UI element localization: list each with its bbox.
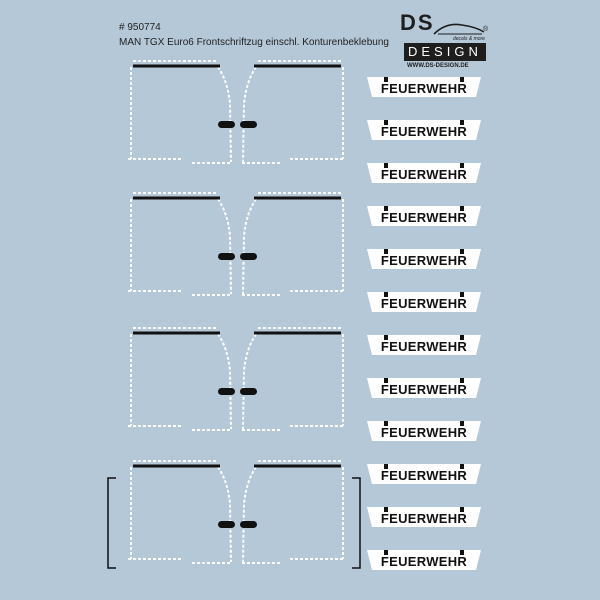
feuerwehr-decal — [364, 247, 484, 271]
contour-line — [218, 334, 231, 429]
decal-text: FEUERWEHR — [380, 339, 468, 354]
contour-set — [128, 193, 345, 295]
center-pill — [218, 121, 235, 128]
crop-bracket-right — [352, 478, 360, 568]
feuerwehr-decal — [364, 204, 484, 228]
center-pill — [240, 521, 257, 528]
logo-wordmark: DESIGN — [404, 43, 486, 61]
decal-text: FEUERWEHR — [380, 554, 468, 569]
feuerwehr-decal — [364, 548, 484, 572]
decal-text: FEUERWEHR — [380, 425, 468, 440]
decal-text: FEUERWEHR — [380, 511, 468, 526]
contour-line — [243, 467, 256, 562]
logo-url: WWW.DS-DESIGN.DE — [407, 63, 469, 69]
feuerwehr-decal — [364, 75, 484, 99]
center-pill — [240, 121, 257, 128]
feuerwehr-decal — [364, 462, 484, 486]
center-pill — [218, 253, 235, 260]
decal-text: FEUERWEHR — [380, 167, 468, 182]
decal-text: FEUERWEHR — [380, 296, 468, 311]
center-pill — [218, 388, 235, 395]
feuerwehr-decal — [364, 419, 484, 443]
decal-text: FEUERWEHR — [380, 210, 468, 225]
crop-bracket-left — [108, 478, 116, 568]
logo-tagline: decals & more — [453, 36, 485, 42]
center-pill — [240, 253, 257, 260]
contour-set — [128, 461, 345, 563]
decal-text: FEUERWEHR — [380, 124, 468, 139]
decal-text: FEUERWEHR — [380, 81, 468, 96]
center-pill — [218, 521, 235, 528]
center-pill — [240, 388, 257, 395]
feuerwehr-decal — [364, 376, 484, 400]
decal-text: FEUERWEHR — [380, 468, 468, 483]
sheet-description: MAN TGX Euro6 Frontschriftzug einschl. Konturenbeklebung — [119, 37, 389, 48]
decal-text: FEUERWEHR — [380, 382, 468, 397]
logo-brand: DS — [400, 10, 435, 35]
registered-mark: ® — [483, 26, 489, 33]
feuerwehr-decal — [364, 333, 484, 357]
contour-line — [218, 199, 231, 294]
contour-line — [243, 199, 256, 294]
contour-line — [218, 67, 231, 162]
contour-set — [128, 61, 345, 163]
article-number: # 950774 — [119, 22, 161, 33]
decal-text: FEUERWEHR — [380, 253, 468, 268]
contour-set — [128, 328, 345, 430]
contour-line — [243, 334, 256, 429]
feuerwehr-decal — [364, 118, 484, 142]
contour-line — [243, 67, 256, 162]
feuerwehr-decal — [364, 290, 484, 314]
feuerwehr-decal — [364, 161, 484, 185]
feuerwehr-decal — [364, 505, 484, 529]
contour-line — [218, 467, 231, 562]
